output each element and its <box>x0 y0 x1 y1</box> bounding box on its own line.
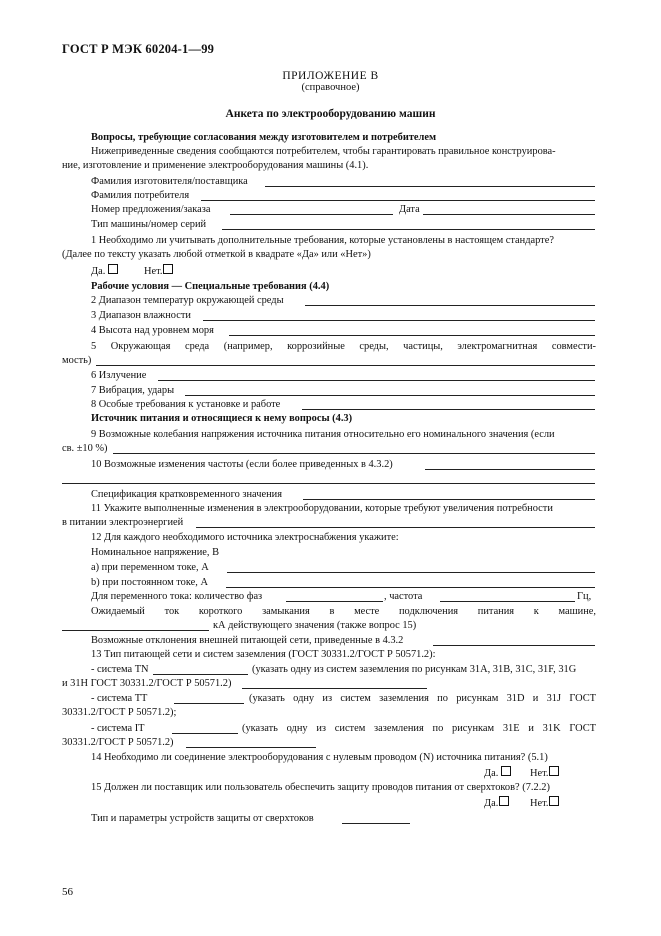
date-field[interactable] <box>423 214 595 215</box>
hz-label: Гц, <box>577 591 592 602</box>
question-9-line-1: 9 Возможные колебания напряжения источника питания относительно его номинального значения (если <box>91 429 555 440</box>
short-circuit-line-2: кА действующего значения (также вопрос 15) <box>213 620 417 631</box>
no-label: Нет. <box>530 768 549 779</box>
no-label: Нет. <box>144 266 163 277</box>
customer-label: Фамилия потребителя <box>91 190 190 201</box>
question-15-label: 15 Должен ли поставщик или пользователь обеспечить защиту проводов питания от сверхтоков? (7.2.2) <box>91 782 550 793</box>
question-10-field-continued[interactable] <box>62 483 595 484</box>
nominal-voltage-label: Номинальное напряжение, В <box>91 547 220 558</box>
tt-system-label: - система TT <box>91 693 148 704</box>
ac-phases-label: Для переменного тока: количество фаз <box>91 591 263 602</box>
q1-no <box>144 264 173 278</box>
it-system-note: (указать одну из систем заземления по рисункам 31Е и 31K ГОСТ <box>242 723 596 734</box>
protection-field[interactable] <box>342 823 410 824</box>
q15-yes-checkbox[interactable] <box>499 796 509 806</box>
page-number: 56 <box>62 886 73 898</box>
frequency-label: , частота <box>384 591 423 602</box>
dc-current-field[interactable] <box>226 587 595 588</box>
tn-system-field[interactable] <box>153 674 248 675</box>
q1-yes-checkbox[interactable] <box>108 264 118 274</box>
question-5-line-1: 5 Окружающая среда (например, коррозийные среды, частицы, электромагнитная совмести- <box>91 341 596 352</box>
intro-line-1: Нижеприведенные сведения сообщаются потребителем, чтобы гарантировать правильное конструирова- <box>91 146 556 157</box>
question-1-line-2: (Далее по тексту указать любой отметкой в квадрате «Да» или «Нет») <box>62 249 371 260</box>
q14-no-checkbox[interactable] <box>549 766 559 776</box>
question-8-label: 8 Особые требования к установке и работе <box>91 399 281 410</box>
short-term-field[interactable] <box>303 499 595 500</box>
question-11-field[interactable] <box>196 527 595 528</box>
question-4-label: 4 Высота над уровнем моря <box>91 325 214 336</box>
question-1-line-1: 1 Необходимо ли учитывать дополнительные требования, которые установлены в настоящем стандарте? <box>91 235 554 246</box>
question-4-field[interactable] <box>229 335 595 336</box>
appendix-title: ПРИЛОЖЕНИЕ В <box>282 70 379 82</box>
tn-system-note-2: и 31Н ГОСТ 30331.2/ГОСТ Р 50571.2) <box>62 678 232 689</box>
protection-label: Тип и параметры устройств защиты от сверхтоков <box>91 813 314 824</box>
section-heading-agreement: Вопросы, требующие согласования между изготовителем и потребителем <box>91 132 437 143</box>
machine-type-field[interactable] <box>222 229 595 230</box>
deviations-label: Возможные отклонения внешней питающей сети, приведенные в 4.3.2 <box>91 635 404 646</box>
short-circuit-line-1: Ожидаемый ток короткого замыкания в месте подключения питания к машине, <box>91 606 596 617</box>
manufacturer-field[interactable] <box>265 186 595 187</box>
question-2-field[interactable] <box>305 305 595 306</box>
question-2-label: 2 Диапазон температур окружающей среды <box>91 295 284 306</box>
q1-yes <box>91 264 118 278</box>
it-system-note-2: 30331.2/ГОСТ Р 50571.2) <box>62 737 174 748</box>
tt-system-note-2: 30331.2/ГОСТ Р 50571.2); <box>62 707 177 718</box>
tn-system-field-2[interactable] <box>242 688 427 689</box>
question-10-label: 10 Возможные изменения частоты (если более приведенных в 4.3.2) <box>91 459 393 470</box>
short-term-label: Спецификация кратковременного значения <box>91 489 282 500</box>
manufacturer-label: Фамилия изготовителя/поставщика <box>91 176 248 187</box>
ac-current-field[interactable] <box>227 572 595 573</box>
question-6-label: 6 Излучение <box>91 370 147 381</box>
it-system-field-2[interactable] <box>186 747 316 748</box>
section-heading-conditions: Рабочие условия — Специальные требования (4.4) <box>91 281 330 292</box>
question-3-field[interactable] <box>203 320 595 321</box>
question-12-label: 12 Для каждого необходимого источника электроснабжения укажите: <box>91 532 399 543</box>
it-system-label: - система IT <box>91 723 145 734</box>
tt-system-field[interactable] <box>174 703 244 704</box>
question-7-label: 7 Вибрация, удары <box>91 385 175 396</box>
yes-label: Да. <box>91 266 106 277</box>
customer-field[interactable] <box>201 200 595 201</box>
question-5-field[interactable] <box>96 365 595 366</box>
q15-yes <box>484 796 509 810</box>
standard-header: ГОСТ Р МЭК 60204-1—99 <box>62 42 215 56</box>
form-title: Анкета по электрооборудованию машин <box>225 108 436 120</box>
yes-label: Да. <box>484 798 499 809</box>
date-label: Дата <box>399 204 420 215</box>
question-11-line-1: 11 Укажите выполненные изменения в электрооборудовании, которые требуют увеличения потребности <box>91 503 553 514</box>
question-9-line-2: св. ±10 %) <box>62 443 108 454</box>
question-11-line-2: в питании электроэнергией <box>62 517 184 528</box>
no-label: Нет. <box>530 798 549 809</box>
question-10-field[interactable] <box>425 469 595 470</box>
question-8-field[interactable] <box>302 409 595 410</box>
q15-no <box>530 796 559 810</box>
question-5-line-2: мость) <box>62 355 92 366</box>
yes-label: Да. <box>484 768 499 779</box>
intro-line-2: ние, изготовление и применение электрооборудования машины (4.1). <box>62 160 369 171</box>
ac-phases-field[interactable] <box>286 601 383 602</box>
section-heading-power: Источник питания и относящиеся к нему вопросы (4.3) <box>91 413 353 424</box>
question-6-field[interactable] <box>158 380 595 381</box>
question-13-label: 13 Тип питающей сети и систем заземления (ГОСТ 30331.2/ГОСТ Р 50571.2): <box>91 649 436 660</box>
frequency-field[interactable] <box>440 601 575 602</box>
question-14-label: 14 Необходимо ли соединение электрооборудования с нулевым проводом (N) источника питания? (5.1) <box>91 752 548 763</box>
question-3-label: 3 Диапазон влажности <box>91 310 191 321</box>
q14-yes <box>484 766 511 780</box>
question-9-field[interactable] <box>113 453 595 454</box>
it-system-field[interactable] <box>172 733 238 734</box>
question-7-field[interactable] <box>185 395 595 396</box>
offer-number-field[interactable] <box>230 214 393 215</box>
q15-no-checkbox[interactable] <box>549 796 559 806</box>
tt-system-note: (указать одну из систем заземления по рисункам 31D и 31J ГОСТ <box>249 693 596 704</box>
tn-system-note: (указать одну из систем заземления по рисункам 31А, 31В, 31С, 31F, 31G <box>252 664 577 675</box>
machine-type-label: Тип машины/номер серий <box>91 219 207 230</box>
tn-system-label: - система TN <box>91 664 149 675</box>
dc-current-label: b) при постоянном токе, А <box>91 577 208 588</box>
q1-no-checkbox[interactable] <box>163 264 173 274</box>
appendix-subtitle: (справочное) <box>301 82 360 93</box>
deviations-field[interactable] <box>433 645 595 646</box>
offer-number-label: Номер предложения/заказа <box>91 204 211 215</box>
q14-no <box>530 766 559 780</box>
short-circuit-field[interactable] <box>62 630 209 631</box>
ac-current-label: a) при переменном токе, А <box>91 562 209 573</box>
q14-yes-checkbox[interactable] <box>501 766 511 776</box>
